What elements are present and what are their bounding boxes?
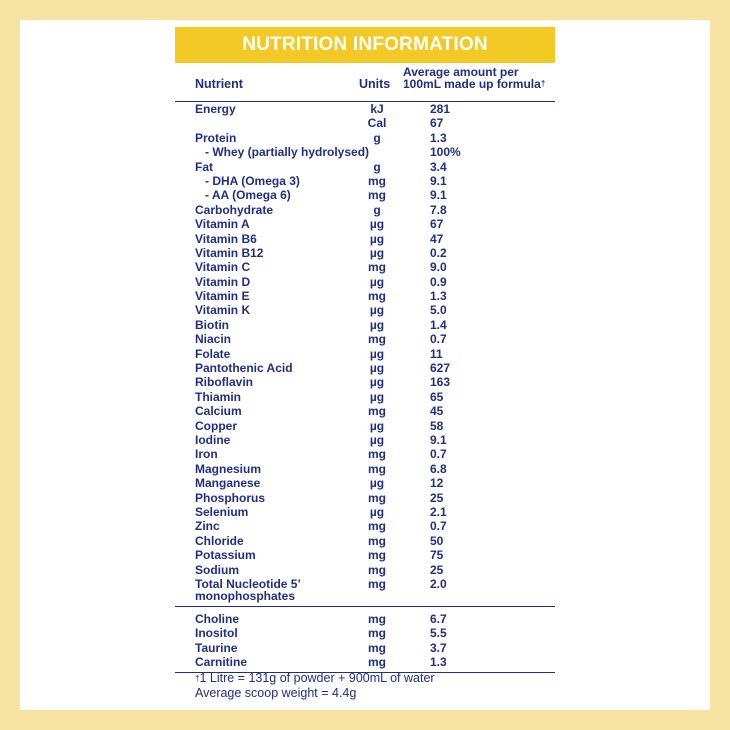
nutrient-unit: µg bbox=[369, 245, 385, 260]
nutrient-unit: µg bbox=[369, 361, 385, 376]
table-row bbox=[175, 318, 555, 332]
nutrient-name: Vitamin C bbox=[195, 260, 251, 275]
nutrient-value: 5.5 bbox=[430, 626, 447, 641]
nutrient-name: Vitamin B12 bbox=[195, 245, 264, 260]
nutrient-unit: µg bbox=[369, 389, 385, 404]
nutrient-name: Calcium bbox=[195, 404, 242, 419]
table-row bbox=[175, 375, 555, 389]
nutrient-name: Carnitine bbox=[195, 655, 248, 670]
table-row bbox=[175, 203, 555, 217]
nutrient-name: Taurine bbox=[195, 640, 238, 655]
header-average-line2: 100mL made up formula bbox=[403, 77, 541, 91]
table-row bbox=[175, 641, 555, 655]
nutrient-unit: mg bbox=[368, 332, 386, 347]
nutrient-value: 9.0 bbox=[430, 260, 447, 275]
table-row bbox=[175, 361, 555, 375]
nutrient-name: Vitamin K bbox=[195, 303, 251, 318]
table-row bbox=[175, 548, 555, 562]
nutrient-unit: mg bbox=[368, 626, 386, 641]
nutrient-value: 163 bbox=[430, 375, 451, 390]
nutrient-unit: mg bbox=[368, 519, 386, 534]
nutrient-unit: µg bbox=[369, 274, 385, 289]
nutrient-name: Phosphorus bbox=[195, 490, 266, 505]
nutrient-name: Energy bbox=[195, 102, 236, 116]
nutrient-name: Protein bbox=[195, 130, 237, 145]
nutrient-value: 281 bbox=[430, 102, 451, 116]
nutrient-unit: mg bbox=[368, 188, 386, 203]
nutrient-name: Folate bbox=[195, 346, 231, 361]
table-row bbox=[175, 563, 555, 577]
footnote-text-1: 1 Litre = 131g of powder + 900mL of water bbox=[199, 671, 435, 685]
table-row bbox=[175, 347, 555, 361]
nutrient-unit: mg bbox=[368, 260, 386, 275]
nutrient-value: 0.7 bbox=[430, 332, 447, 347]
nutrient-value: 0.2 bbox=[430, 245, 447, 260]
table-row bbox=[175, 655, 555, 669]
nutrient-value: 3.4 bbox=[430, 159, 447, 174]
table-row bbox=[175, 102, 555, 116]
nutrient-value: 67 bbox=[430, 116, 444, 131]
footnote bbox=[195, 671, 435, 701]
nutrition-table bbox=[175, 65, 555, 673]
nutrient-name: Chloride bbox=[195, 533, 244, 548]
nutrient-name: - DHA (Omega 3) bbox=[205, 173, 300, 188]
table-row bbox=[175, 462, 555, 476]
table-row bbox=[175, 519, 555, 533]
header-nutrient: Nutrient bbox=[195, 77, 243, 91]
nutrient-value: 0.9 bbox=[430, 274, 447, 289]
nutrient-unit: µg bbox=[369, 476, 385, 491]
header-dagger: † bbox=[540, 79, 546, 88]
table-row bbox=[175, 160, 555, 174]
table-row bbox=[175, 491, 555, 505]
table-row bbox=[175, 217, 555, 231]
nutrient-name: Iodine bbox=[195, 432, 231, 447]
nutrient-name: Carbohydrate bbox=[195, 202, 274, 217]
nutrient-unit: µg bbox=[369, 346, 385, 361]
nutrient-name: Fat bbox=[195, 159, 213, 174]
table-row bbox=[175, 131, 555, 145]
header-average-line1: Average amount per bbox=[403, 65, 519, 79]
table-row bbox=[175, 404, 555, 418]
nutrient-value: 50 bbox=[430, 533, 444, 548]
nutrient-value: 45 bbox=[430, 404, 444, 419]
nutrient-name: Iron bbox=[195, 447, 218, 462]
table-row bbox=[175, 303, 555, 317]
nutrient-value: 1.4 bbox=[430, 317, 447, 332]
nutrient-unit: mg bbox=[368, 655, 386, 670]
section-divider bbox=[175, 606, 555, 607]
nutrient-name: Magnesium bbox=[195, 461, 262, 476]
nutrient-value: 0.7 bbox=[430, 519, 447, 534]
table-row bbox=[175, 232, 555, 246]
nutrient-value: 2.0 bbox=[430, 576, 447, 591]
nutrient-unit: mg bbox=[368, 404, 386, 419]
nutrient-unit: mg bbox=[368, 562, 386, 577]
table-row bbox=[175, 116, 555, 130]
nutrient-unit: kJ bbox=[370, 102, 384, 116]
nutrient-value: 1.3 bbox=[430, 130, 447, 145]
nutrient-unit: µg bbox=[369, 317, 385, 332]
nutrient-unit: g bbox=[373, 202, 381, 217]
nutrient-value: 9.1 bbox=[430, 173, 447, 188]
nutrient-value: 6.7 bbox=[430, 611, 447, 626]
nutrient-value: 65 bbox=[430, 389, 444, 404]
nutrient-unit: mg bbox=[368, 490, 386, 505]
table-row bbox=[175, 260, 555, 274]
nutrient-name: Riboflavin bbox=[195, 375, 254, 390]
nutrient-value: 0.7 bbox=[430, 447, 447, 462]
nutrient-value: 47 bbox=[430, 231, 444, 246]
nutrient-unit: mg bbox=[368, 289, 386, 304]
nutrient-unit: g bbox=[373, 130, 381, 145]
nutrient-unit: mg bbox=[368, 447, 386, 462]
nutrient-name: Choline bbox=[195, 611, 239, 626]
nutrient-unit: µg bbox=[369, 432, 385, 447]
footnote-line-2: Average scoop weight = 4.4g bbox=[195, 686, 357, 700]
nutrient-unit: µg bbox=[369, 231, 385, 246]
nutrient-name: Pantothenic Acid bbox=[195, 361, 293, 376]
nutrient-unit: µg bbox=[369, 375, 385, 390]
nutrient-unit: mg bbox=[368, 461, 386, 476]
nutrient-unit: mg bbox=[368, 640, 386, 655]
nutrient-rows bbox=[175, 102, 555, 603]
nutrient-name: Biotin bbox=[195, 317, 229, 332]
nutrient-unit: mg bbox=[368, 173, 386, 188]
nutrient-name: Manganese bbox=[195, 476, 261, 491]
table-row bbox=[175, 433, 555, 447]
table-row bbox=[175, 626, 555, 640]
nutrient-name: Inositol bbox=[195, 626, 238, 641]
nutrient-value: 25 bbox=[430, 562, 444, 577]
table-row bbox=[175, 447, 555, 461]
extra-nutrient-rows bbox=[175, 612, 555, 670]
nutrient-name: Vitamin B6 bbox=[195, 231, 257, 246]
nutrient-value: 2.1 bbox=[430, 504, 447, 519]
nutrient-name: Vitamin D bbox=[195, 274, 251, 289]
nutrient-name: Niacin bbox=[195, 332, 232, 347]
nutrient-name-line1: Total Nucleotide 5’ bbox=[195, 576, 301, 591]
nutrient-name: Potassium bbox=[195, 548, 256, 563]
nutrient-name bbox=[195, 578, 301, 602]
table-row bbox=[175, 246, 555, 260]
table-row bbox=[175, 419, 555, 433]
footnote-line-1 bbox=[195, 671, 435, 686]
table-row bbox=[175, 145, 555, 159]
nutrient-value: 25 bbox=[430, 490, 444, 505]
nutrient-value: 1.3 bbox=[430, 289, 447, 304]
nutrient-value: 12 bbox=[430, 476, 444, 491]
table-row bbox=[175, 174, 555, 188]
nutrition-panel bbox=[20, 20, 710, 710]
page-title: NUTRITION INFORMATION bbox=[242, 34, 488, 55]
nutrient-unit: mg bbox=[368, 576, 386, 591]
nutrient-value: 627 bbox=[430, 361, 451, 376]
nutrient-name: Sodium bbox=[195, 562, 239, 577]
footnote-dagger: † bbox=[195, 674, 200, 683]
nutrient-value: 75 bbox=[430, 548, 444, 563]
nutrient-name-line2: monophosphates bbox=[195, 588, 296, 603]
nutrient-name: - AA (Omega 6) bbox=[205, 188, 291, 203]
table-row bbox=[175, 476, 555, 490]
nutrient-value: 5.0 bbox=[430, 303, 447, 318]
nutrient-unit: mg bbox=[368, 548, 386, 563]
nutrient-unit: mg bbox=[368, 611, 386, 626]
table-row bbox=[175, 577, 555, 603]
nutrient-value: 1.3 bbox=[430, 655, 447, 670]
nutrient-value: 3.7 bbox=[430, 640, 447, 655]
nutrient-value: 7.8 bbox=[430, 202, 447, 217]
table-header bbox=[175, 65, 555, 102]
title-banner bbox=[175, 27, 555, 63]
table-row bbox=[175, 534, 555, 548]
nutrient-name: Zinc bbox=[195, 519, 220, 534]
table-row bbox=[175, 275, 555, 289]
nutrient-name: Selenium bbox=[195, 504, 249, 519]
nutrient-unit: µg bbox=[369, 303, 385, 318]
nutrient-name: Vitamin A bbox=[195, 217, 250, 232]
nutrient-name: Thiamin bbox=[195, 389, 242, 404]
table-row bbox=[175, 289, 555, 303]
nutrient-value: 6.8 bbox=[430, 461, 447, 476]
nutrient-value: 9.1 bbox=[430, 432, 447, 447]
table-row bbox=[175, 505, 555, 519]
header-units: Units bbox=[359, 77, 391, 91]
nutrient-value: 9.1 bbox=[430, 188, 447, 203]
table-row bbox=[175, 390, 555, 404]
nutrient-name: Copper bbox=[195, 418, 237, 433]
nutrient-value: 67 bbox=[430, 217, 444, 232]
table-row bbox=[175, 188, 555, 202]
nutrient-unit: Cal bbox=[367, 116, 387, 131]
nutrient-value: 100% bbox=[430, 145, 461, 160]
table-row bbox=[175, 612, 555, 626]
nutrient-unit: µg bbox=[369, 418, 385, 433]
nutrient-unit: g bbox=[373, 159, 381, 174]
nutrient-unit: µg bbox=[369, 217, 385, 232]
nutrient-unit: µg bbox=[369, 504, 385, 519]
table-row bbox=[175, 332, 555, 346]
header-average bbox=[403, 66, 553, 90]
nutrient-unit: mg bbox=[368, 533, 386, 548]
nutrient-value: 58 bbox=[430, 418, 444, 433]
nutrient-name: - Whey (partially hydrolysed) bbox=[205, 145, 370, 160]
nutrient-name: Vitamin E bbox=[195, 289, 250, 304]
nutrient-value: 11 bbox=[430, 346, 443, 361]
